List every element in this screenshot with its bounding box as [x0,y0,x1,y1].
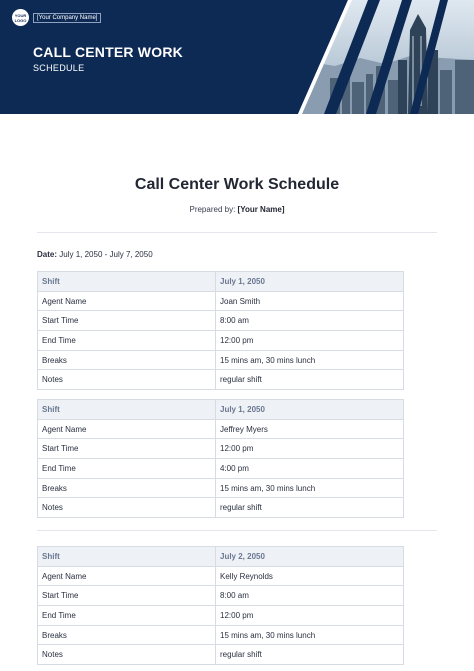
schedule-table-2 [37,399,404,518]
table-row [38,625,404,645]
table-header-cell: July 1, 2050 [216,400,404,420]
document-title: Call Center Work Schedule [134,176,340,193]
table-header-cell: Shift [38,547,216,567]
header-subtitle: SCHEDULE [33,63,85,73]
table-cell-label: Start Time [38,439,216,459]
table-header-row [38,272,404,292]
table-cell-value: Kelly Reynolds [216,566,404,586]
table-row [38,350,404,370]
table-cell-label: Notes [38,645,216,665]
table-header-cell: Shift [38,400,216,420]
table-cell-label: Agent Name [38,566,216,586]
table-cell-label: Breaks [38,625,216,645]
header-banner [0,0,474,114]
table-row [38,370,404,390]
table-cell-label: Breaks [38,478,216,498]
table-row [38,498,404,518]
table-cell-value: regular shift [216,645,404,665]
table-cell-value: 15 mins am, 30 mins lunch [216,625,404,645]
table-cell-value: 15 mins am, 30 mins lunch [216,478,404,498]
city-skyline-image [290,0,474,114]
table-cell-label: Agent Name [38,291,216,311]
logo-badge: YOUR LOGO [12,9,29,26]
prepared-by-label: Prepared by: [189,205,236,214]
table-header-cell: July 2, 2050 [216,547,404,567]
table-row [38,291,404,311]
table-cell-label: Start Time [38,586,216,606]
table-cell-value: 8:00 am [216,586,404,606]
table-cell-label: End Time [38,606,216,626]
date-label: Date: [37,250,58,259]
company-name: [Your Company Name] [33,13,101,23]
table-cell-value: Jeffrey Myers [216,419,404,439]
table-cell-value: 4:00 pm [216,459,404,479]
schedule-table-3 [37,546,404,665]
schedule-table-1 [37,271,404,390]
divider [37,232,437,233]
header-title: CALL CENTER WORK [33,44,183,60]
table-header-row [38,547,404,567]
divider [37,530,437,531]
table-row [38,439,404,459]
table-cell-value: Joan Smith [216,291,404,311]
table-row [38,586,404,606]
table-cell-label: Agent Name [38,419,216,439]
table-row [38,311,404,331]
table-header-row [38,400,404,420]
table-cell-label: Breaks [38,350,216,370]
table-cell-value: regular shift [216,498,404,518]
table-cell-label: Start Time [38,311,216,331]
table-row [38,459,404,479]
table-row [38,645,404,665]
table-cell-value: 12:00 pm [216,439,404,459]
table-cell-value: 12:00 pm [216,606,404,626]
table-cell-value: regular shift [216,370,404,390]
table-cell-label: Notes [38,370,216,390]
table-row [38,331,404,351]
table-header-cell: July 1, 2050 [216,272,404,292]
table-row [38,419,404,439]
table-cell-label: End Time [38,331,216,351]
company-logo [12,9,101,26]
table-row [38,566,404,586]
table-row [38,606,404,626]
table-cell-value: 15 mins am, 30 mins lunch [216,350,404,370]
table-cell-label: End Time [38,459,216,479]
prepared-by [0,205,474,214]
table-cell-label: Notes [38,498,216,518]
table-row [38,478,404,498]
date-value: July 1, 2050 - July 7, 2050 [59,250,153,259]
table-cell-value: 8:00 am [216,311,404,331]
table-header-cell: Shift [38,272,216,292]
prepared-by-name: [Your Name] [237,205,285,214]
date-range [37,250,153,259]
table-cell-value: 12:00 pm [216,331,404,351]
